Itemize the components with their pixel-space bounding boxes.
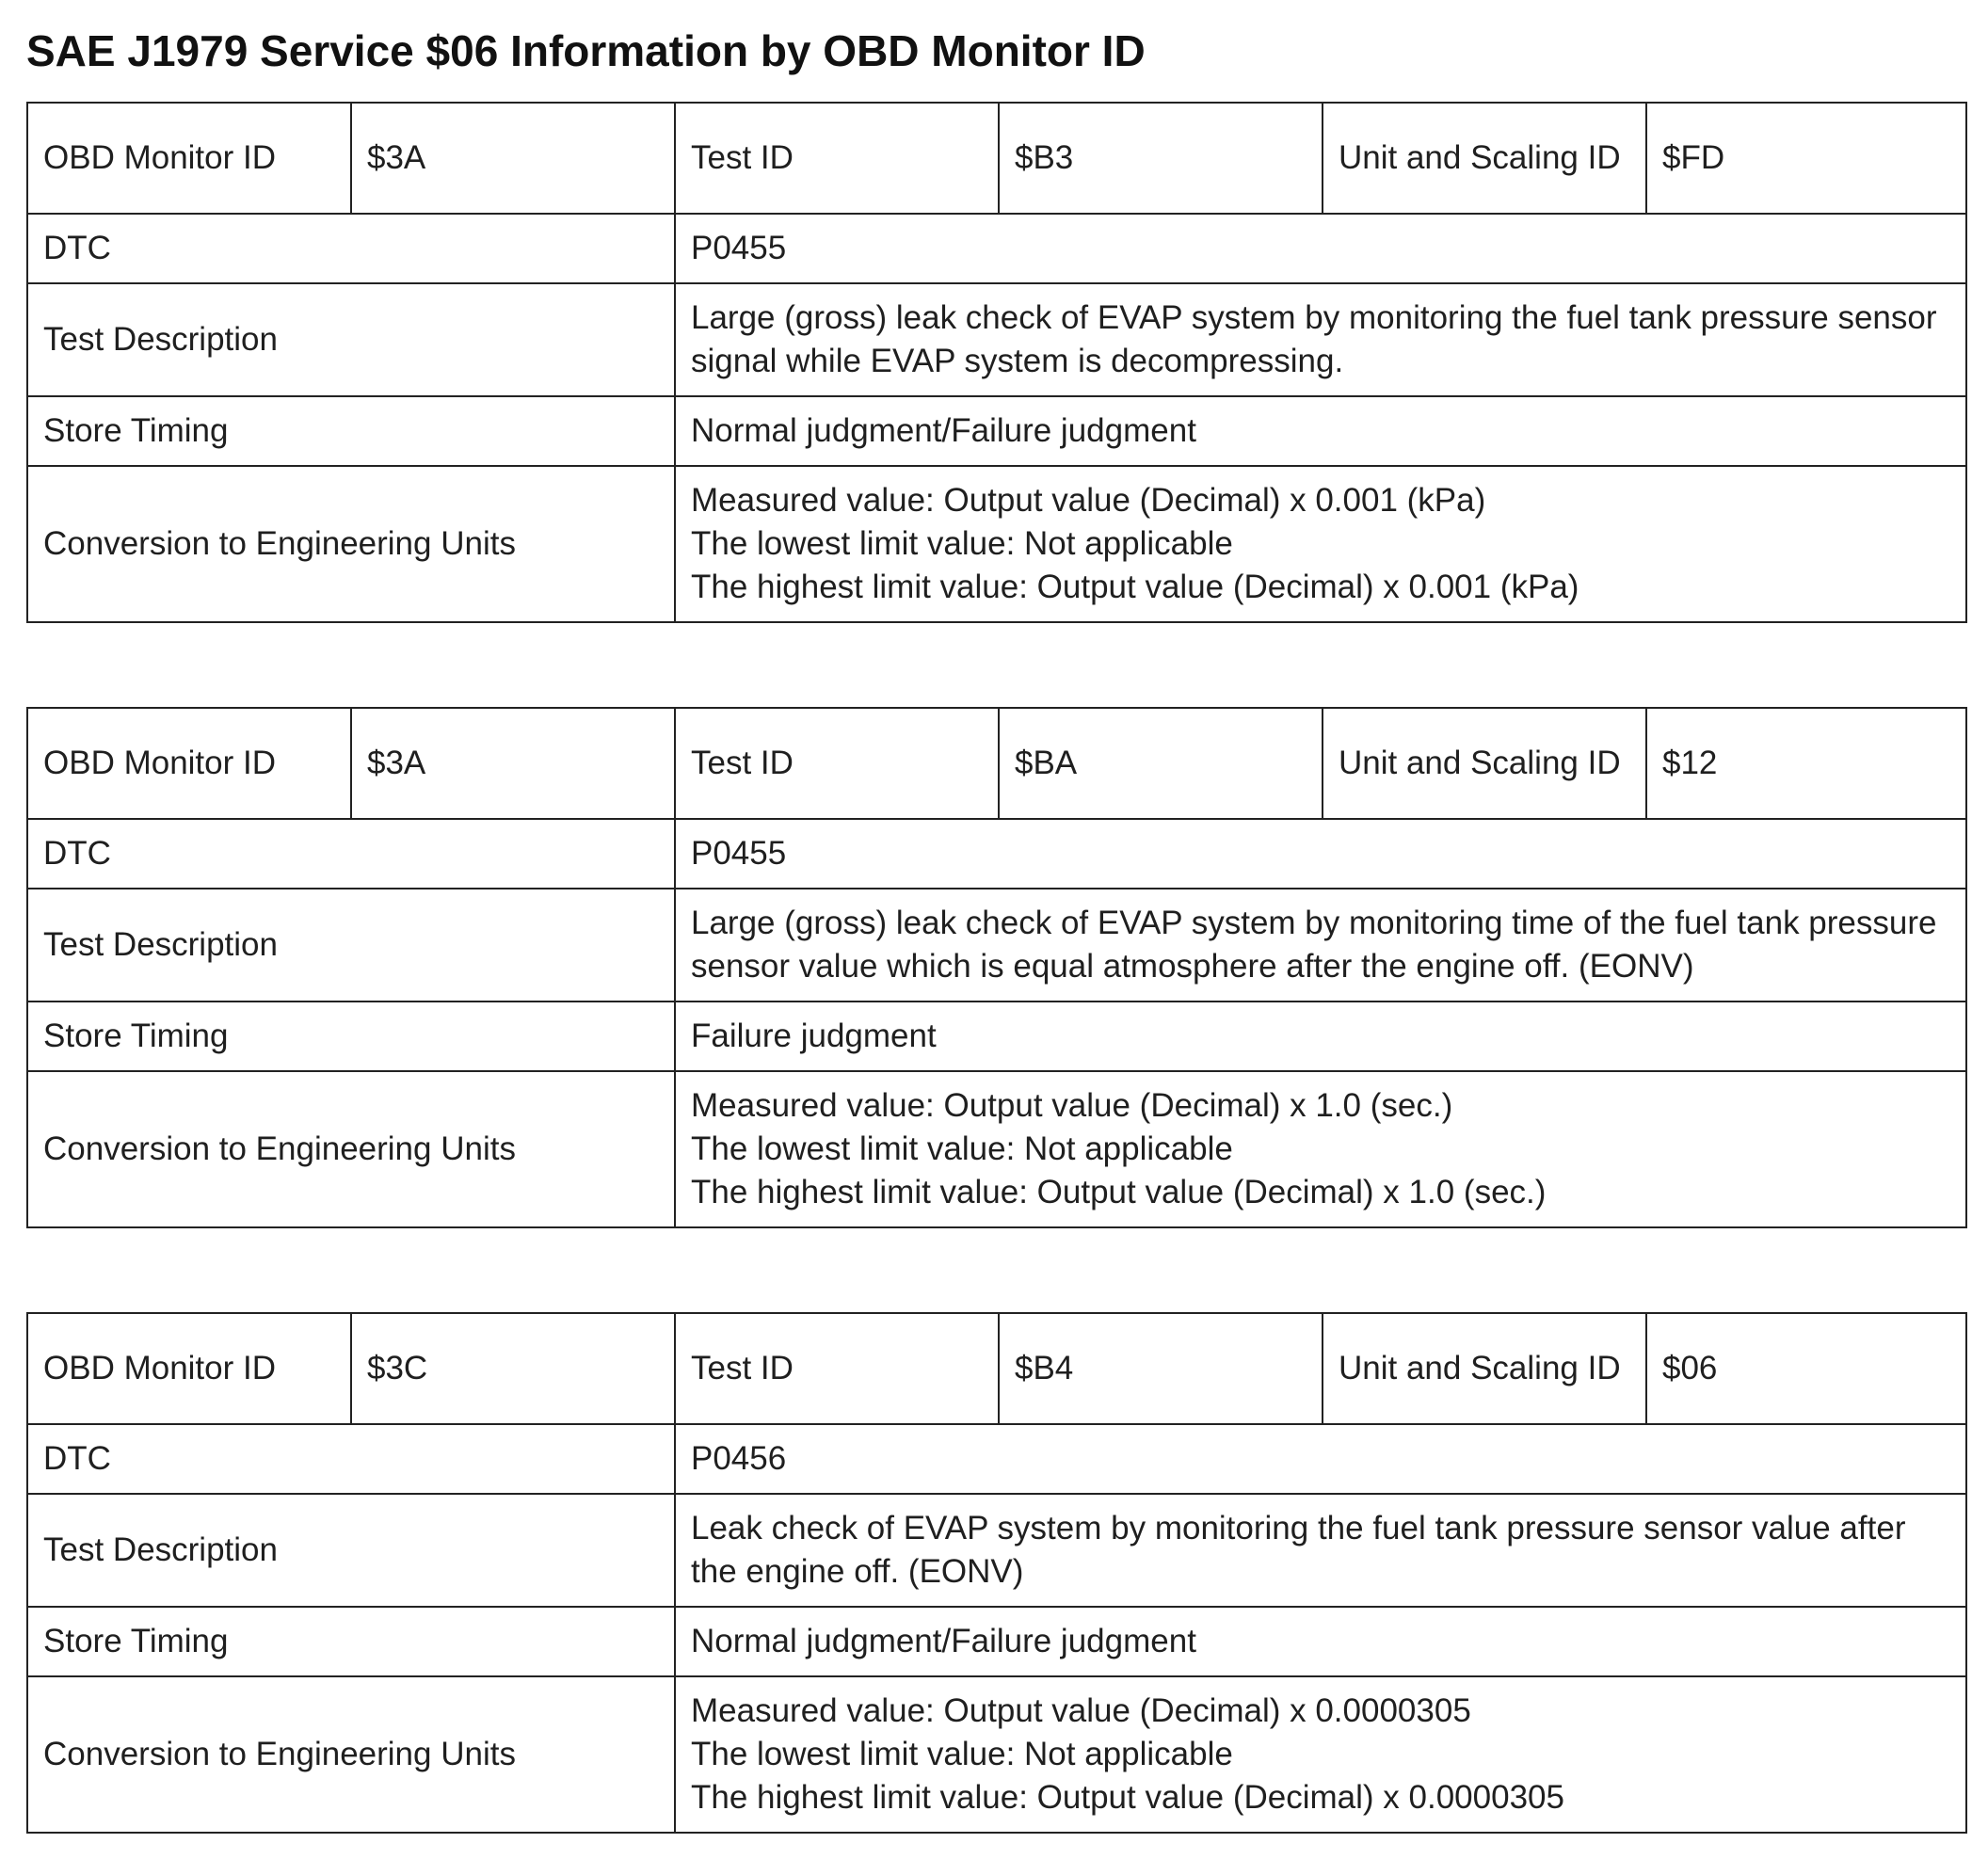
table-row bbox=[27, 1494, 1966, 1607]
test-id-value: $B3 bbox=[999, 103, 1323, 214]
test-description-value: Leak check of EVAP system by monitoring the fuel tank pressure sensor value after the engine off. (EONV) bbox=[675, 1494, 1966, 1607]
test-id-label: Test ID bbox=[675, 708, 999, 819]
test-description-label: Test Description bbox=[27, 283, 675, 396]
monitor-id-label: OBD Monitor ID bbox=[27, 708, 351, 819]
conversion-line-lowest: The lowest limit value: Not applicable bbox=[691, 1130, 1233, 1167]
obd-table-3 bbox=[26, 1312, 1967, 1834]
test-id-label: Test ID bbox=[675, 1313, 999, 1424]
table-row bbox=[27, 819, 1966, 889]
dtc-value: P0455 bbox=[675, 819, 1966, 889]
table-row bbox=[27, 1071, 1966, 1227]
store-timing-value: Normal judgment/Failure judgment bbox=[675, 396, 1966, 466]
store-timing-value: Normal judgment/Failure judgment bbox=[675, 1607, 1966, 1676]
conversion-value bbox=[675, 466, 1966, 622]
test-id-value: $BA bbox=[999, 708, 1323, 819]
conversion-label: Conversion to Engineering Units bbox=[27, 1676, 675, 1833]
obd-table-1 bbox=[26, 102, 1967, 623]
table-row bbox=[27, 214, 1966, 283]
conversion-line-highest: The highest limit value: Output value (Decimal) x 0.0000305 bbox=[691, 1779, 1564, 1816]
conversion-line-measured: Measured value: Output value (Decimal) x 1.0 (sec.) bbox=[691, 1087, 1453, 1124]
monitor-id-label: OBD Monitor ID bbox=[27, 1313, 351, 1424]
conversion-line-measured: Measured value: Output value (Decimal) x 0.0000305 bbox=[691, 1692, 1471, 1729]
conversion-label: Conversion to Engineering Units bbox=[27, 1071, 675, 1227]
unit-scaling-id-value: $FD bbox=[1646, 103, 1966, 214]
conversion-line-highest: The highest limit value: Output value (Decimal) x 1.0 (sec.) bbox=[691, 1174, 1547, 1210]
table-row bbox=[27, 1676, 1966, 1833]
table-row bbox=[27, 708, 1966, 819]
unit-scaling-id-value: $06 bbox=[1646, 1313, 1966, 1424]
test-description-value: Large (gross) leak check of EVAP system by monitoring time of the fuel tank pressure sensor value which is equal atmosphere after the engine off. (EONV) bbox=[675, 889, 1966, 1002]
table-row bbox=[27, 1607, 1966, 1676]
table-row bbox=[27, 103, 1966, 214]
conversion-line-lowest: The lowest limit value: Not applicable bbox=[691, 1736, 1233, 1772]
dtc-value: P0456 bbox=[675, 1424, 1966, 1494]
monitor-id-value: $3A bbox=[351, 103, 675, 214]
monitor-id-value: $3C bbox=[351, 1313, 675, 1424]
test-id-label: Test ID bbox=[675, 103, 999, 214]
conversion-line-measured: Measured value: Output value (Decimal) x 0.001 (kPa) bbox=[691, 482, 1486, 519]
table-row bbox=[27, 889, 1966, 1002]
table-row bbox=[27, 283, 1966, 396]
table-row bbox=[27, 1002, 1966, 1071]
test-description-label: Test Description bbox=[27, 1494, 675, 1607]
table-row bbox=[27, 396, 1966, 466]
store-timing-label: Store Timing bbox=[27, 1607, 675, 1676]
dtc-label: DTC bbox=[27, 819, 675, 889]
unit-scaling-id-label: Unit and Scaling ID bbox=[1323, 1313, 1646, 1424]
monitor-id-value: $3A bbox=[351, 708, 675, 819]
test-id-value: $B4 bbox=[999, 1313, 1323, 1424]
table-row bbox=[27, 1313, 1966, 1424]
dtc-value: P0455 bbox=[675, 214, 1966, 283]
table-row bbox=[27, 1424, 1966, 1494]
dtc-label: DTC bbox=[27, 214, 675, 283]
conversion-line-highest: The highest limit value: Output value (Decimal) x 0.001 (kPa) bbox=[691, 569, 1579, 605]
test-description-label: Test Description bbox=[27, 889, 675, 1002]
test-description-value: Large (gross) leak check of EVAP system by monitoring the fuel tank pressure sensor signal while EVAP system is decompressing. bbox=[675, 283, 1966, 396]
conversion-line-lowest: The lowest limit value: Not applicable bbox=[691, 525, 1233, 562]
monitor-id-label: OBD Monitor ID bbox=[27, 103, 351, 214]
conversion-label: Conversion to Engineering Units bbox=[27, 466, 675, 622]
conversion-value bbox=[675, 1071, 1966, 1227]
obd-table-2 bbox=[26, 707, 1967, 1228]
table-row bbox=[27, 466, 1966, 622]
unit-scaling-id-label: Unit and Scaling ID bbox=[1323, 708, 1646, 819]
conversion-value bbox=[675, 1676, 1966, 1833]
unit-scaling-id-value: $12 bbox=[1646, 708, 1966, 819]
unit-scaling-id-label: Unit and Scaling ID bbox=[1323, 103, 1646, 214]
store-timing-value: Failure judgment bbox=[675, 1002, 1966, 1071]
store-timing-label: Store Timing bbox=[27, 396, 675, 466]
dtc-label: DTC bbox=[27, 1424, 675, 1494]
page-title: SAE J1979 Service $06 Information by OBD Monitor ID bbox=[26, 26, 1146, 75]
store-timing-label: Store Timing bbox=[27, 1002, 675, 1071]
